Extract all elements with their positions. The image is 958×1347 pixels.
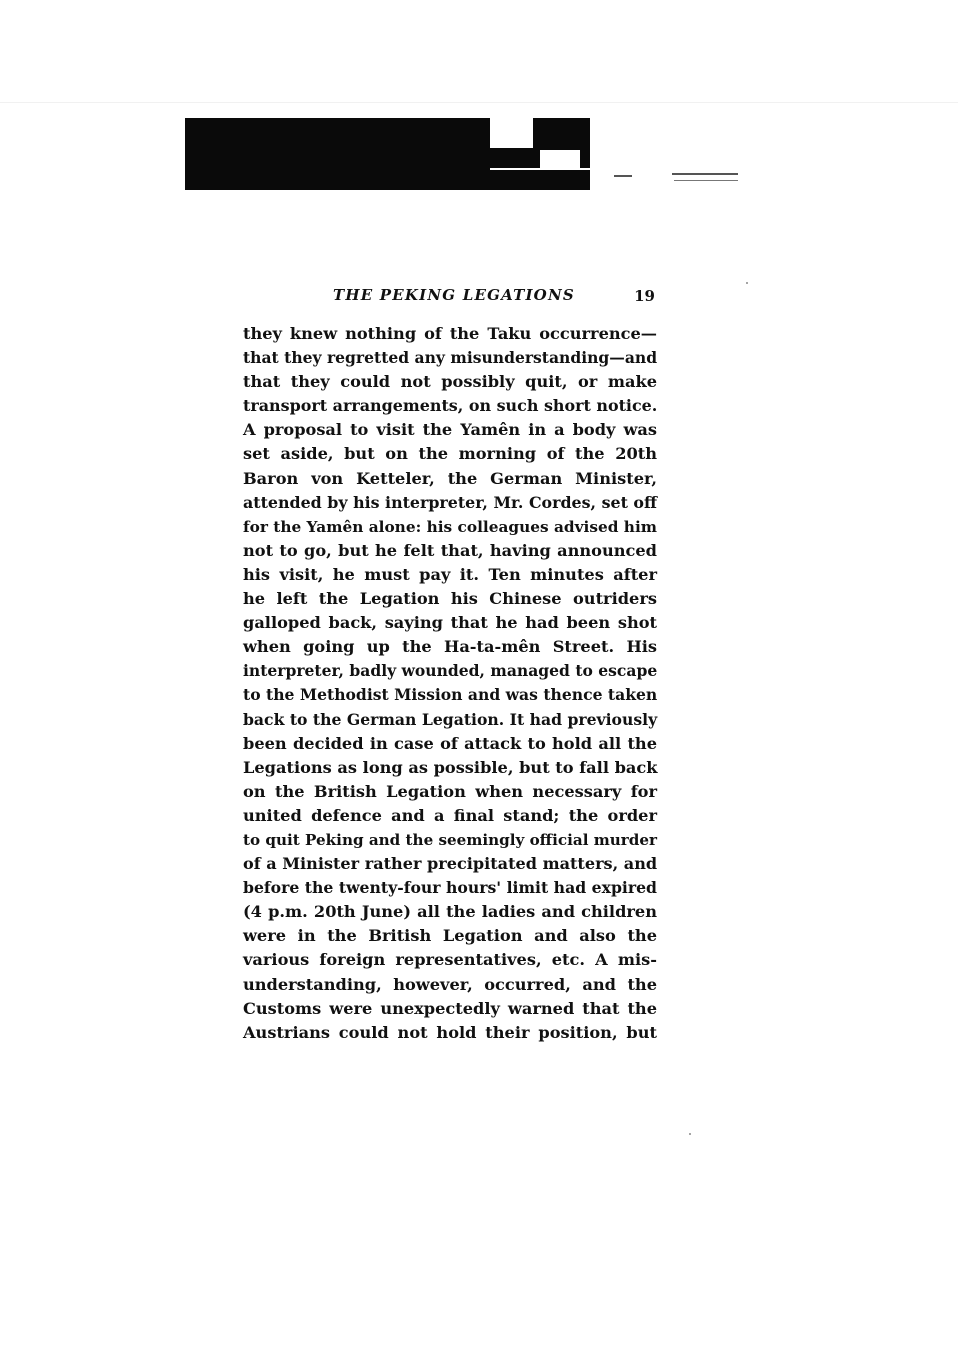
scan-artifact-block [533,118,590,150]
text-line: various foreign representatives, etc. A mis- [243,950,657,970]
running-head [243,286,657,310]
text-line: (4 p.m. 20th June) all the ladies and children [243,902,657,922]
text-line: galloped back, saying that he had been shot [243,613,657,633]
text-line: to quit Peking and the seemingly official murder [243,830,657,849]
text-line: interpreter, badly wounded, managed to escape [243,661,658,681]
text-line: that they could not possibly quit, or make [243,372,657,392]
text-line: were in the British Legation and also the [243,926,657,946]
scan-speck [689,1133,691,1135]
scan-artifact-notch [540,150,580,168]
text-line: been decided in case of attack to hold all the [243,733,657,753]
text-line: that they regretted any misunderstanding—and [243,348,658,368]
text-line: united defence and a final stand; the order [243,805,657,825]
running-head-title: THE PEKING LEGATIONS [333,286,575,304]
scan-artifact-redaction-bar [185,118,590,192]
scan-artifact-rule [672,173,738,175]
text-line: his visit, he must pay it. Ten minutes after [243,564,657,584]
text-line: on the British Legation when necessary for [243,781,657,801]
text-line: he left the Legation his Chinese outriders [243,589,657,609]
scan-artifact-rule [614,175,632,177]
body-text [243,322,657,1045]
scan-artifact-block [185,118,490,170]
text-line: Baron von Ketteler, the German Minister, [243,468,657,488]
scan-artifact-strip [185,170,590,190]
text-line: transport arrangements, on such short notice. [243,396,658,416]
text-line: before the twenty-four hours' limit had expired [243,878,657,898]
text-line: attended by his interpreter, Mr. Cordes, set off [243,492,657,512]
text-line: back to the German Legation. It had previously [243,709,658,729]
text-line: set aside, but on the morning of the 20th [243,444,657,464]
scan-speck [746,282,748,284]
text-line: Austrians could not hold their position, but [243,1022,657,1042]
text-line: not to go, but he felt that, having announced [243,540,657,560]
text-line: they knew nothing of the Taku occurrence— [243,324,657,343]
page-number: 19 [634,287,655,305]
text-line: of a Minister rather precipitated matters, and [243,854,658,874]
text-line: to the Methodist Mission and was thence taken [243,685,658,705]
page-top-edge [0,102,958,103]
text-line: Customs were unexpectedly warned that the [243,998,657,1018]
text-line: Legations as long as possible, but to fall back [243,757,658,777]
text-line: for the Yamên alone: his colleagues advised him [243,517,657,536]
text-line: when going up the Ha-ta-mên Street. His [243,637,657,657]
text-line: A proposal to visit the Yamên in a body was [243,420,657,440]
scan-artifact-rule [674,180,738,181]
text-line: understanding, however, occurred, and the [243,974,657,994]
